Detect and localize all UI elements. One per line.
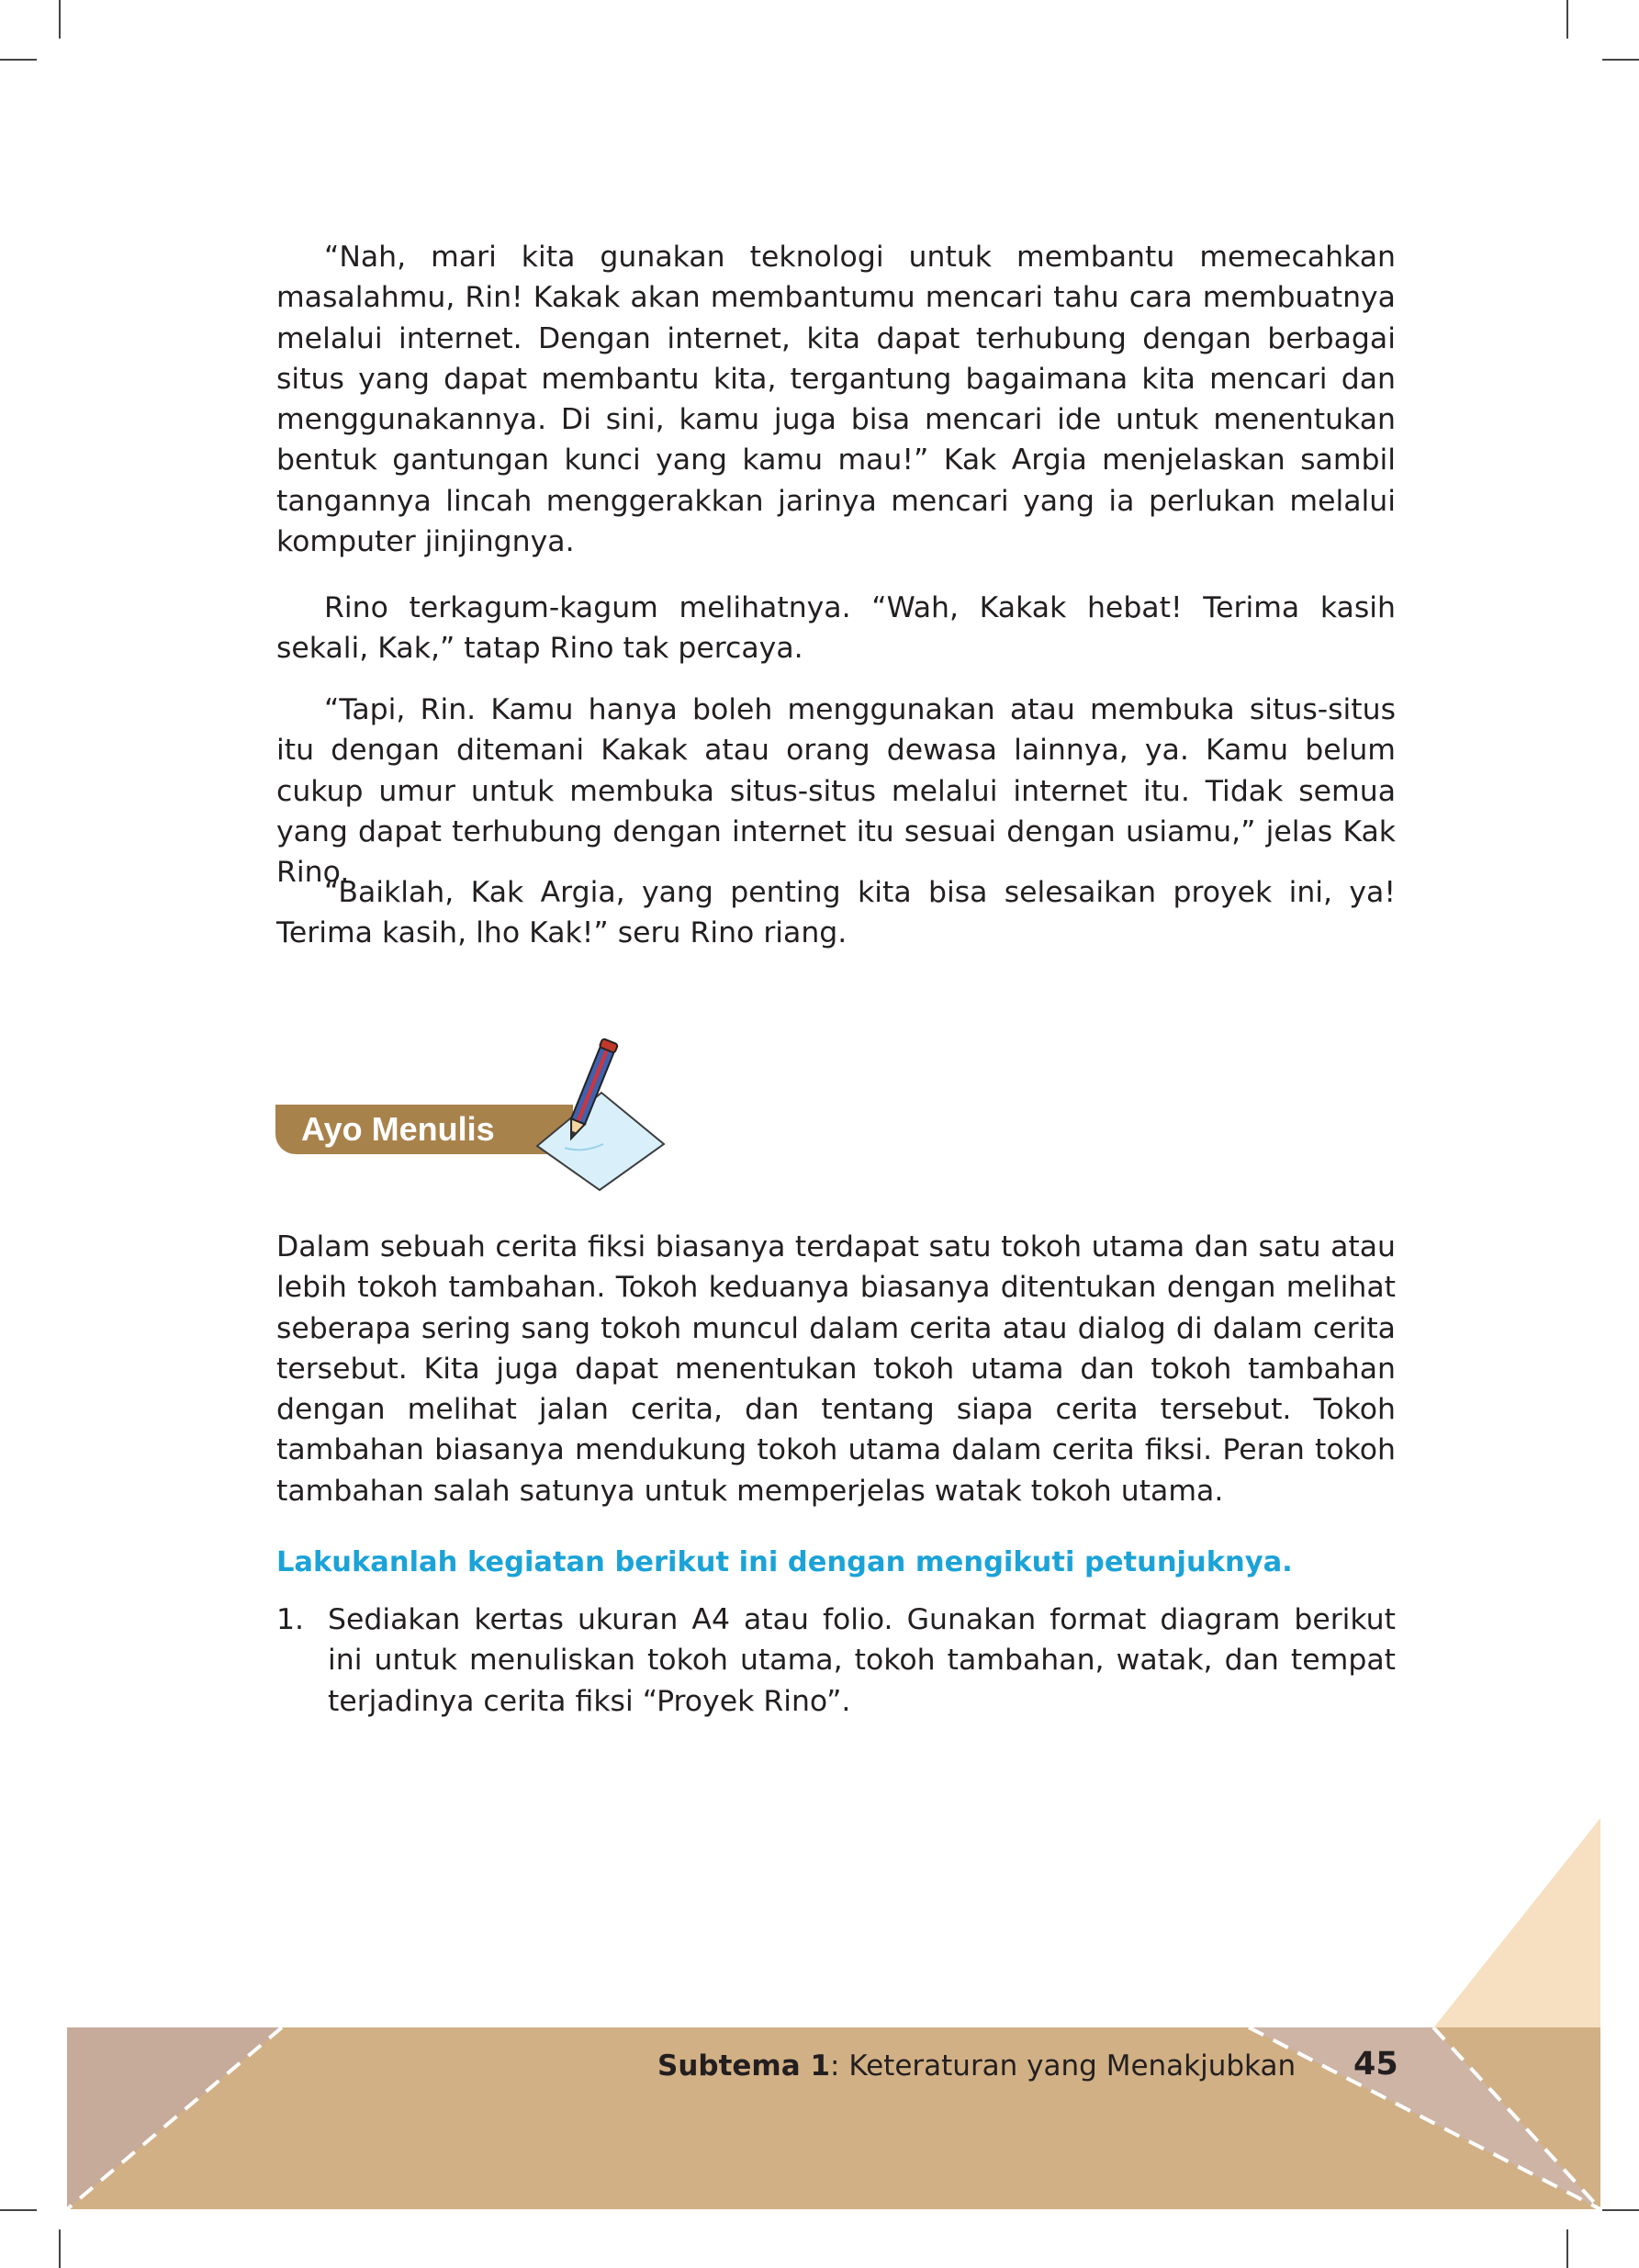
story-paragraph: “Baiklah, Kak Argia, yang penting kita bisa selesaikan proyek ini, ya! Terima kasih, lho Kak!” seru Rino riang. — [276, 876, 1396, 950]
list-item-number: 1. — [276, 1603, 305, 1636]
footer-subtheme-title: : Keteraturan yang Menakjubkan — [830, 2049, 1297, 2083]
pencil-paper-icon — [528, 1036, 666, 1192]
section-intro-paragraph: Dalam sebuah cerita fiksi biasanya terdapat satu tokoh utama dan satu atau lebih tokoh tambahan. Tokoh keduanya biasanya ditentukan dengan melihat seberapa sering sang tokoh muncul dalam cerita atau dialog di dalam cerita tersebut. Kita juga dapat menentukan tokoh utama dan tokoh tambahan dengan melihat jalan cerita, dan tentang siapa cerita tersebut. Tokoh tambahan biasanya mendukung tokoh utama dalam cerita fiksi. Peran tokoh tambahan salah satunya untuk memperjelas watak tokoh utama. — [276, 1230, 1396, 1508]
footer-subtheme-label: Subtema 1 — [657, 2049, 831, 2083]
crop-mark — [0, 2209, 37, 2211]
section-header-label: Ayo Menulis — [301, 1110, 495, 1148]
story-paragraph: “Nah, mari kita gunakan teknologi untuk membantu memecahkan masalahmu, Rin! Kakak akan membantumu mencari tahu cara membuatnya melalui internet. Dengan internet, kita dapat terhubung dengan berbagai situs yang dapat membantu kita, tergantung bagaimana kita mencari dan menggunakannya. Di sini, kamu juga bisa mencari ide untuk menentukan bentuk gantungan kunci yang kamu mau!” Kak Argia menjelaskan sambil tangannya lincah menggerakkan jarinya mencari yang ia perlukan melalui komputer jinjingnya. — [276, 241, 1396, 559]
crop-mark — [1566, 2229, 1568, 2268]
crop-mark — [1566, 0, 1568, 39]
list-item — [276, 1600, 1396, 1722]
crop-mark — [1602, 2209, 1639, 2211]
footer-subtheme — [657, 2046, 1296, 2086]
crop-mark — [59, 0, 61, 39]
page-number: 45 — [1353, 2046, 1398, 2083]
corner-decoration — [1432, 1818, 1602, 2031]
story-paragraph: Rino terkagum-kagum melihatnya. “Wah, Kakak hebat! Terima kasih sekali, Kak,” tatap Rino tak percaya. — [276, 591, 1396, 666]
crop-mark — [59, 2229, 61, 2268]
crop-mark — [1602, 59, 1639, 61]
story-paragraph: “Tapi, Rin. Kamu hanya boleh menggunakan atau membuka situs-situs itu dengan ditemani Kakak atau orang dewasa lainnya, ya. Kamu belum cukup umur untuk membuka situs-situs melalui internet itu. Tidak semua yang dapat terhubung dengan internet itu sesuai dengan usiamu,” jelas Kak Rino. — [276, 693, 1396, 890]
crop-mark — [0, 59, 37, 61]
section-instruction: Lakukanlah kegiatan berikut ini dengan mengikuti petunjuknya. — [276, 1546, 1293, 1578]
list-item-text: Sediakan kertas ukuran A4 atau folio. Gunakan format diagram berikut ini untuk menuliskan tokoh utama, tokoh tambahan, watak, dan tempat terjadinya cerita fiksi “Proyek Rino”. — [328, 1603, 1396, 1718]
